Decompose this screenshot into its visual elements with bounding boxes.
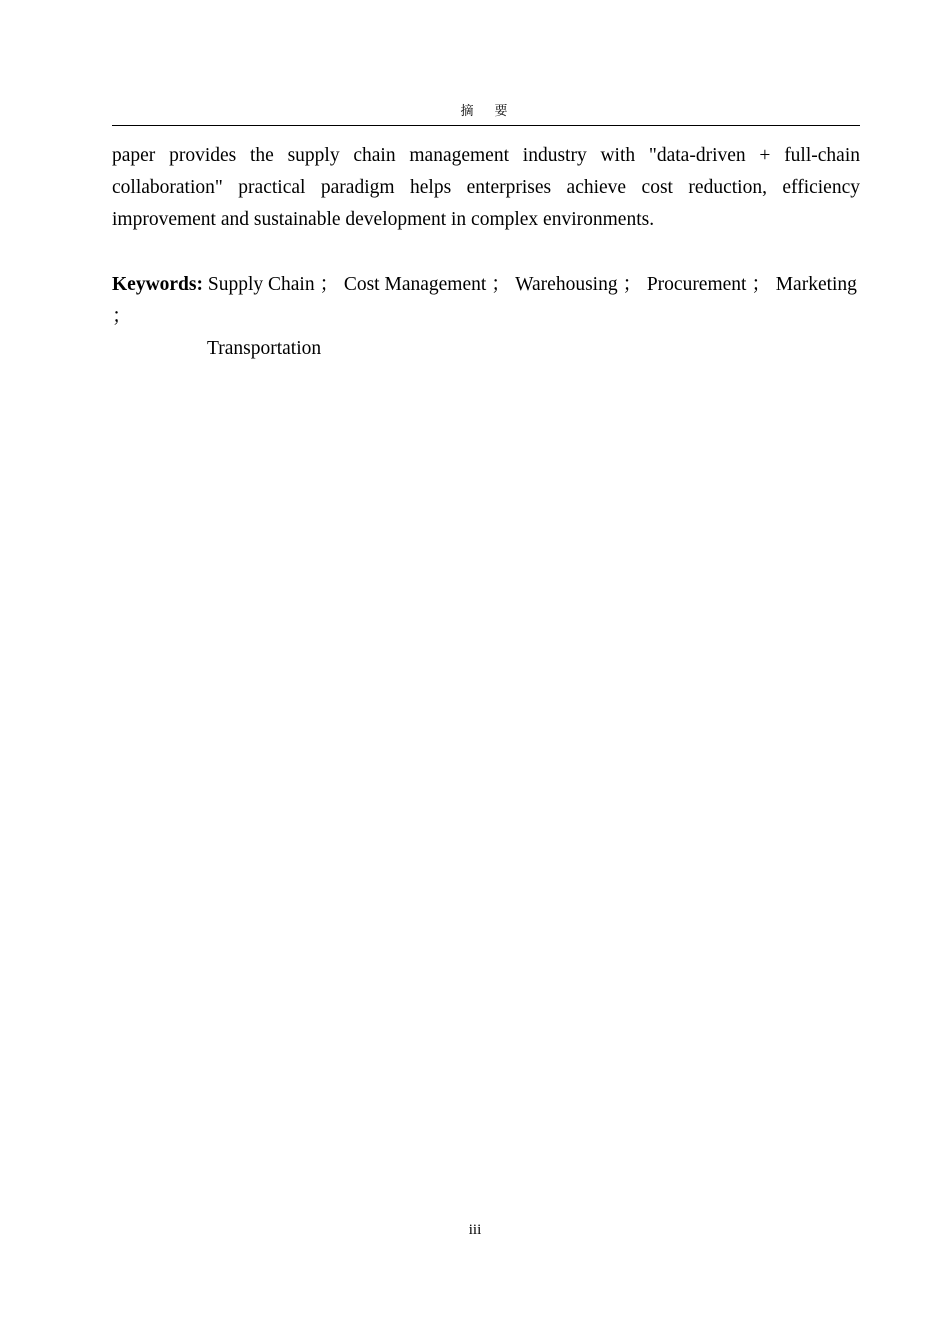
keywords-list-line-two: Transportation xyxy=(207,338,322,359)
page-number: iii xyxy=(468,1222,482,1238)
page-content xyxy=(112,140,860,365)
header-divider xyxy=(112,125,860,126)
keywords-section xyxy=(112,269,860,365)
abstract-paragraph-continued: paper provides the supply chain management industry with "data-driven + full-chain collaboration" practical paradigm helps enterprises achieve cost reduction, efficiency xyxy=(112,145,860,198)
running-header-title: 摘 要 xyxy=(460,104,512,119)
abstract-paragraph-final-line: improvement and sustainable development in complex environments. xyxy=(112,209,655,230)
page-footer xyxy=(0,1222,950,1239)
keywords-list-line-one: Supply Chain ； Cost Management ； Warehousing ； Procurement ； Marketing ； xyxy=(112,274,857,327)
page-header xyxy=(112,100,860,126)
keywords-label: Keywords: xyxy=(112,274,203,295)
keywords-line-one xyxy=(112,269,860,333)
